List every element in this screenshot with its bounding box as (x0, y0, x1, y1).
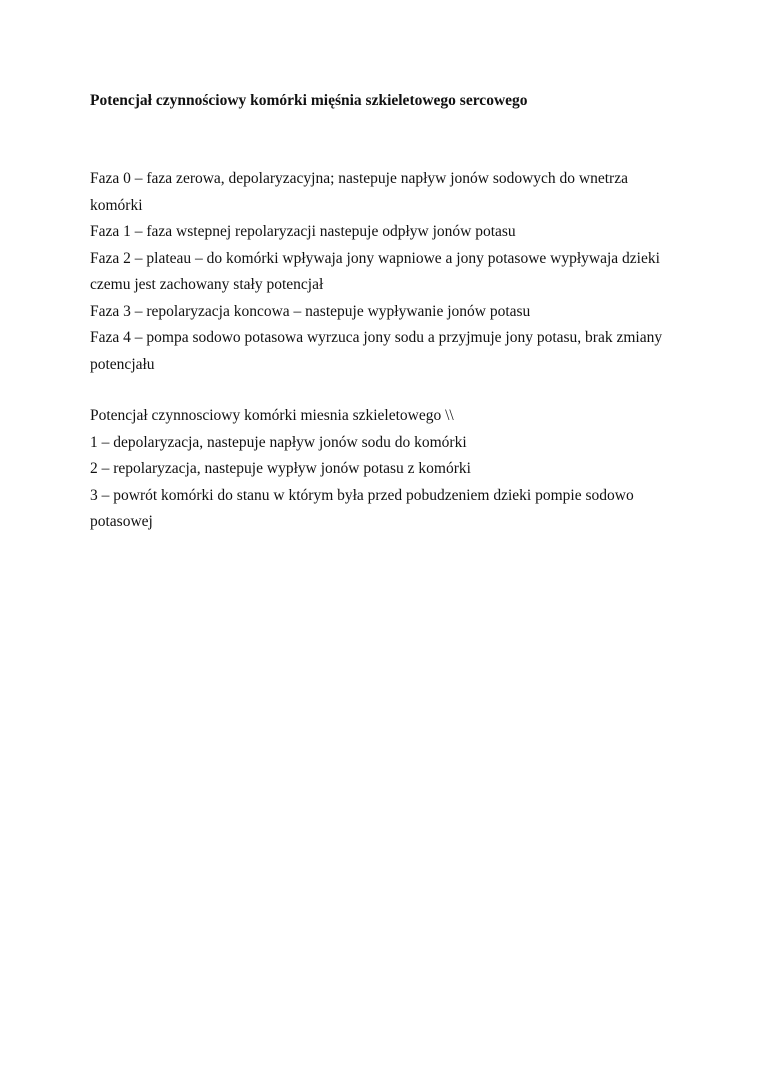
phases-section (90, 166, 675, 378)
phase-2-text: Faza 2 – plateau – do komórki wpływaja jony wapniowe a jony potasowe wypływaja dzieki czemu jest zachowany stały potencjał (90, 249, 660, 293)
skeletal-step-3-text: 3 – powrót komórki do stanu w którym była przed pobudzeniem dzieki pompie sodowo potasowej (90, 486, 634, 530)
skeletal-heading-text: Potencjał czynnosciowy komórki miesnia szkieletowego \\ (90, 407, 454, 424)
skeletal-step-1-text: 1 – depolaryzacja, nastepuje napływ jonów sodu do komórki (90, 433, 467, 451)
phase-3-text: Faza 3 – repolaryzacja koncowa – nastepuje wypływanie jonów potasu (90, 302, 531, 320)
phase-0-text: Faza 0 – faza zerowa, depolaryzacyjna; nastepuje napływ jonów sodowych do wnetrza komórki (90, 170, 628, 214)
document-title: Potencjał czynnościowy komórki mięśnia szkieletowego sercowego (90, 92, 528, 109)
skeletal-step-2-text: 2 – repolaryzacja, nastepuje wypływ jonów potasu z komórki (90, 460, 471, 477)
phase-4-text: Faza 4 – pompa sodowo potasowa wyrzuca jony sodu a przyjmuje jony potasu, brak zmiany potencjału (90, 329, 663, 373)
skeletal-section (90, 403, 675, 536)
phase-1-text: Faza 1 – faza wstepnej repolaryzacji nastepuje odpływ jonów potasu (90, 223, 516, 240)
